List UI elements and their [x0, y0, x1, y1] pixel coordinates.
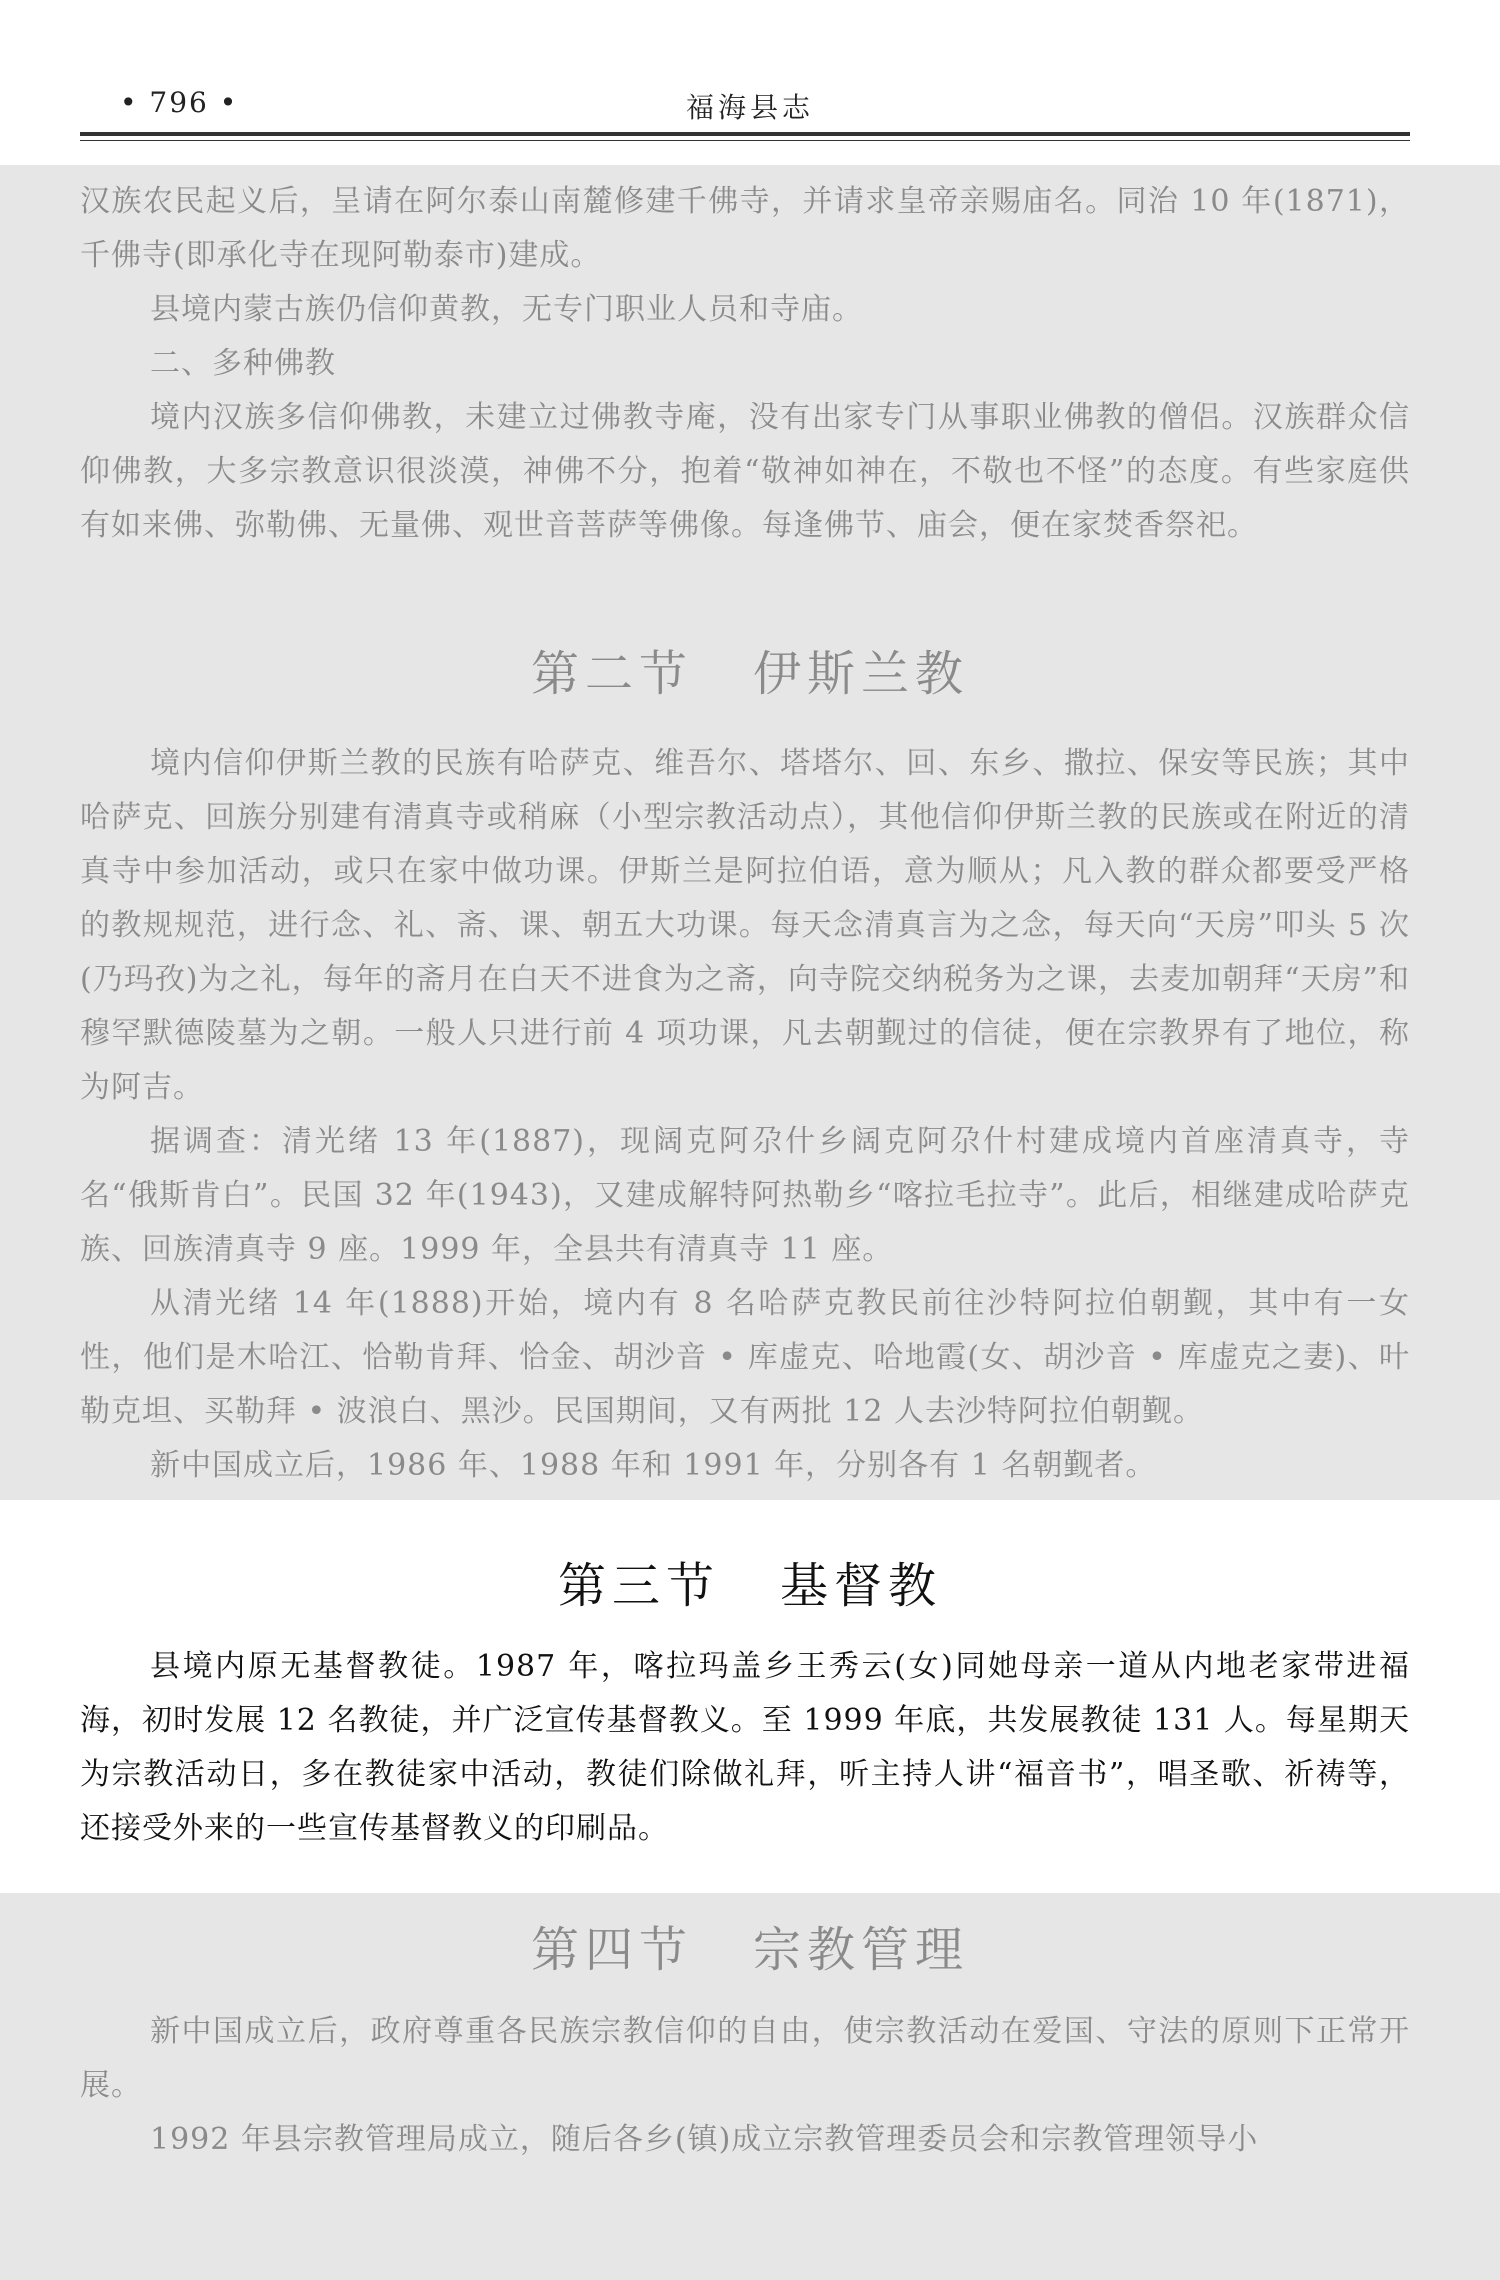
section-4-title — [0, 1911, 1500, 1980]
section-2-number: 第二节 — [530, 646, 693, 702]
section-3-body — [80, 1640, 1410, 1856]
focus-region — [0, 1500, 1500, 1893]
paragraph-chengde-temple: 汉族农民起义后，呈请在阿尔泰山南麓修建千佛寺，并请求皇帝亲赐庙名。同治 10 年(1871)，千佛寺(即承化寺在现阿勒泰市)建成。 — [80, 184, 1410, 273]
section-2-body — [80, 737, 1410, 1493]
section-3-number: 第三节 — [557, 1558, 720, 1614]
section-4-name: 宗教管理 — [753, 1922, 970, 1978]
section-4-paragraph: 新中国成立后，政府尊重各民族宗教信仰的自由，使宗教活动在爱国、守法的原则下正常开展。 — [80, 2014, 1410, 2103]
header-rule-thin — [80, 140, 1410, 141]
section-4-body — [80, 2005, 1410, 2167]
section-4-paragraph: 1992 年县宗教管理局成立，随后各乡(镇)成立宗教管理委员会和宗教管理领导小 — [150, 2122, 1259, 2157]
section-3-paragraph: 县境内原无基督教徒。1987 年，喀拉玛盖乡王秀云(女)同她母亲一道从内地老家带进福海，初时发展 12 名教徒，并广泛宣传基督教义。至 1999 年底，共发展教徒 131 人。每星期天为宗教活动日，多在教徒家中活动，教徒们除做礼拜，听主持人讲“福音书”，唱圣歌、祈祷等，还接受外来的一些宣传基督教义的印刷品。 — [80, 1649, 1410, 1846]
section-3-name: 基督教 — [780, 1558, 943, 1614]
section-2-paragraph: 据调查：清光绪 13 年(1887)，现阔克阿尕什乡阔克阿尕什村建成境内首座清真寺，寺名“俄斯肯白”。民国 32 年(1943)，又建成解特阿热勒乡“喀拉毛拉寺”。此后，相继建成哈萨克族、回族清真寺 9 座。1999 年，全县共有清真寺 11 座。 — [80, 1124, 1410, 1267]
paragraph-han-buddhism: 境内汉族多信仰佛教，未建立过佛教寺庵，没有出家专门从事职业佛教的僧侣。汉族群众信仰佛教，大多宗教意识很淡漠，神佛不分，抱着“敬神如神在，不敬也不怪”的态度。有些家庭供有如来佛、弥勒佛、无量佛、观世音菩萨等佛像。每逢佛节、庙会，便在家焚香祭祀。 — [80, 400, 1410, 543]
faded-region-bottom — [0, 1893, 1500, 2280]
subheading-buddhism: 二、多种佛教 — [150, 346, 336, 381]
section-3-title — [0, 1547, 1500, 1616]
section-4-number: 第四节 — [530, 1922, 693, 1978]
section-2-title — [0, 635, 1500, 704]
paragraph-mongol-yellow-sect: 县境内蒙古族仍信仰黄教，无专门职业人员和寺庙。 — [150, 292, 863, 327]
section-2-paragraph: 境内信仰伊斯兰教的民族有哈萨克、维吾尔、塔塔尔、回、东乡、撒拉、保安等民族；其中哈萨克、回族分别建有清真寺或稍麻（小型宗教活动点），其他信仰伊斯兰教的民族或在附近的清真寺中参加活动，或只在家中做功课。伊斯兰是阿拉伯语，意为顺从；凡入教的群众都要受严格的教规规范，进行念、礼、斋、课、朝五大功课。每天念清真言为之念，每天向“天房”叩头 5 次(乃玛孜)为之礼，每年的斋月在白天不进食为之斋，向寺院交纳税务为之课，去麦加朝拜“天房”和穆罕默德陵墓为之朝。一般人只进行前 4 项功课，凡去朝觐过的信徒，便在宗教界有了地位，称为阿吉。 — [80, 746, 1410, 1105]
section-2-name: 伊斯兰教 — [753, 646, 970, 702]
page-number: • 796 • — [120, 86, 239, 119]
section-2-paragraph: 新中国成立后，1986 年、1988 年和 1991 年，分别各有 1 名朝觐者。 — [150, 1448, 1157, 1483]
section-2-paragraph: 从清光绪 14 年(1888)开始，境内有 8 名哈萨克教民前往沙特阿拉伯朝觐，其中有一女性，他们是木哈江、恰勒肯拜、恰金、胡沙音 • 库虚克、哈地霞(女、胡沙音 • 库虚克之妻)、叶勒克坦、买勒拜 • 波浪白、黑沙。民国期间，又有两批 12 人去沙特阿拉伯朝觐。 — [80, 1286, 1410, 1429]
top-text-block — [80, 175, 1410, 553]
faded-region-top — [0, 165, 1500, 1500]
header-rule-thick — [80, 132, 1410, 136]
running-title: 福海县志 — [685, 91, 814, 124]
page-header — [0, 0, 1500, 160]
